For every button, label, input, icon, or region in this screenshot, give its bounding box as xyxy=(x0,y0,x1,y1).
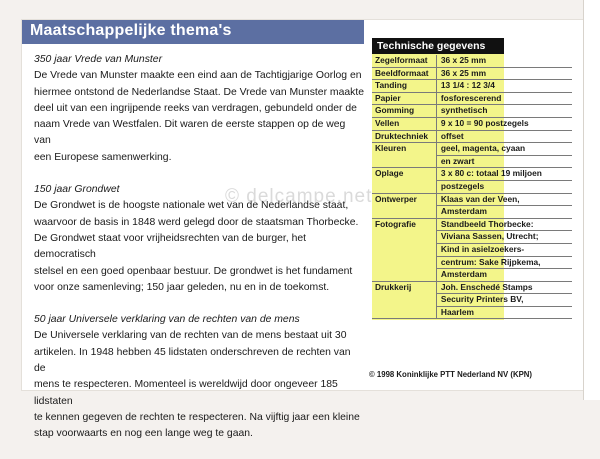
spec-row xyxy=(372,180,572,193)
spec-label xyxy=(372,306,436,319)
spec-row xyxy=(372,243,572,256)
body-line: De Grondwet staat voor vrijheidsrechten van de burger, het democratisch xyxy=(34,232,307,261)
section-body xyxy=(34,328,364,442)
spec-value: 9 x 10 = 90 postzegels xyxy=(436,117,572,130)
spec-row xyxy=(372,130,572,143)
spec-row xyxy=(372,256,572,269)
card-edge xyxy=(584,0,600,400)
spec-row xyxy=(372,80,572,93)
spec-row xyxy=(372,231,572,244)
spec-row xyxy=(372,294,572,307)
section-title: 150 jaar Grondwet xyxy=(34,184,120,196)
section-title: 350 jaar Vrede van Munster xyxy=(34,54,163,65)
spec-row xyxy=(372,168,572,181)
spec-value: fosforescerend xyxy=(436,92,572,105)
copyright-notice: © 1998 Koninklijke PTT Nederland NV (KPN) xyxy=(369,370,533,379)
spec-row xyxy=(372,281,572,294)
spec-label xyxy=(372,243,436,256)
spec-label xyxy=(372,269,436,282)
spec-label: Fotografie xyxy=(372,218,436,231)
body-line: waarvoor de basis in 1848 werd gelegd door de staatsman Thorbecke. xyxy=(34,216,359,228)
spec-row xyxy=(372,67,572,80)
body-line: naam Vrede van Westfalen. Dit waren de eerste stappen op de weg van xyxy=(34,119,346,147)
spec-label xyxy=(372,256,436,269)
body-line: te kennen gegeven de rechten te respecteren. Na vijftig jaar een kleine xyxy=(34,411,360,423)
spec-value: Kind in asielzoekers- xyxy=(436,243,572,256)
spec-value: Amsterdam xyxy=(436,206,572,219)
spec-value: en zwart xyxy=(436,155,572,168)
body-line: voor onze samenleving; 150 jaar geleden, nu en in de toekomst. xyxy=(34,281,330,293)
spec-row xyxy=(372,269,572,282)
body-line: stap voorwaarts en nog een lange weg te gaan. xyxy=(34,428,253,440)
spec-label: Papier xyxy=(372,92,436,105)
body-line: stelsel en een goed openbaar bestuur. De grondwet is het fundament xyxy=(34,265,353,277)
spec-value: Standbeeld Thorbecke: xyxy=(436,218,572,231)
body-line: artikelen. In 1948 hebben 45 lidstaten onderschreven de rechten van de xyxy=(34,346,351,375)
spec-label: Oplage xyxy=(372,168,436,181)
spec-row xyxy=(372,193,572,206)
theme-section xyxy=(34,182,364,296)
spec-value: centrum: Sake Rijpkema, xyxy=(436,256,572,269)
body-line: De Grondwet is de hoogste nationale wet van de Nederlandse staat, xyxy=(34,200,349,212)
spec-row xyxy=(372,218,572,231)
spec-header: Technische gegevens xyxy=(372,38,504,54)
themes-text xyxy=(34,52,364,459)
spec-value: Amsterdam xyxy=(436,269,572,282)
spec-row xyxy=(372,92,572,105)
spec-value: 36 x 25 mm xyxy=(436,67,572,80)
section-body xyxy=(34,198,364,296)
theme-section xyxy=(34,312,364,442)
body-line: hiermee ontstond de Nederlandse Staat. De Vrede van Munster maakte xyxy=(34,86,364,98)
body-line: mens te respecteren. Momenteel is wereldwijd door ongeveer 185 lidstaten xyxy=(34,379,338,407)
spec-table xyxy=(372,55,572,319)
spec-label: Tanding xyxy=(372,80,436,93)
body-line: deel uit van een ingrijpende reeks van verdragen, gebundeld onder de xyxy=(34,102,357,114)
spec-label xyxy=(372,180,436,193)
spec-value: 13 1/4 : 12 3/4 xyxy=(436,80,572,93)
spec-label: Druktechniek xyxy=(372,130,436,143)
spec-value: postzegels xyxy=(436,180,572,193)
section-body xyxy=(34,68,364,166)
body-line: een Europese samenwerking. xyxy=(34,151,172,163)
spec-value: 3 x 80 c: totaal 19 miljoen xyxy=(436,168,572,181)
spec-value: Viviana Sassen, Utrecht; xyxy=(436,231,572,244)
spec-value: Security Printers BV, xyxy=(436,294,572,307)
spec-label: Beeldformaat xyxy=(372,67,436,80)
spec-row xyxy=(372,143,572,156)
spec-row xyxy=(372,306,572,319)
section-title: 50 jaar Universele verklaring van de rechten van de mens xyxy=(34,314,300,326)
spec-label: Zegelformaat xyxy=(372,55,436,67)
header-bar xyxy=(22,20,364,44)
spec-label xyxy=(372,231,436,244)
spec-label: Ontwerper xyxy=(372,193,436,206)
spec-label: Vellen xyxy=(372,117,436,130)
spec-row xyxy=(372,117,572,130)
body-line: De Vrede van Munster maakte een eind aan de Tachtigjarige Oorlog en xyxy=(34,70,362,82)
spec-value: 36 x 25 mm xyxy=(436,55,572,67)
spec-row xyxy=(372,55,572,67)
spec-value: Joh. Enschedé Stamps xyxy=(436,281,572,294)
spec-label: Gomming xyxy=(372,105,436,118)
theme-section xyxy=(34,52,364,166)
spec-label xyxy=(372,294,436,307)
spec-row xyxy=(372,155,572,168)
body-line: De Universele verklaring van de rechten van de mens bestaat uit 30 xyxy=(34,330,347,342)
spec-row xyxy=(372,206,572,219)
spec-value: geel, magenta, cyaan xyxy=(436,143,572,156)
spec-value: Klaas van der Veen, xyxy=(436,193,572,206)
spec-value: Haarlem xyxy=(436,306,572,319)
spec-label: Drukkerij xyxy=(372,281,436,294)
spec-label: Kleuren xyxy=(372,143,436,156)
spec-label xyxy=(372,206,436,219)
watermark: © delcampe.net xyxy=(225,186,373,207)
spec-value: offset xyxy=(436,130,572,143)
spec-value: synthetisch xyxy=(436,105,572,118)
page-title: Maatschappelijke thema's xyxy=(30,22,232,39)
spec-row xyxy=(372,105,572,118)
spec-label xyxy=(372,155,436,168)
